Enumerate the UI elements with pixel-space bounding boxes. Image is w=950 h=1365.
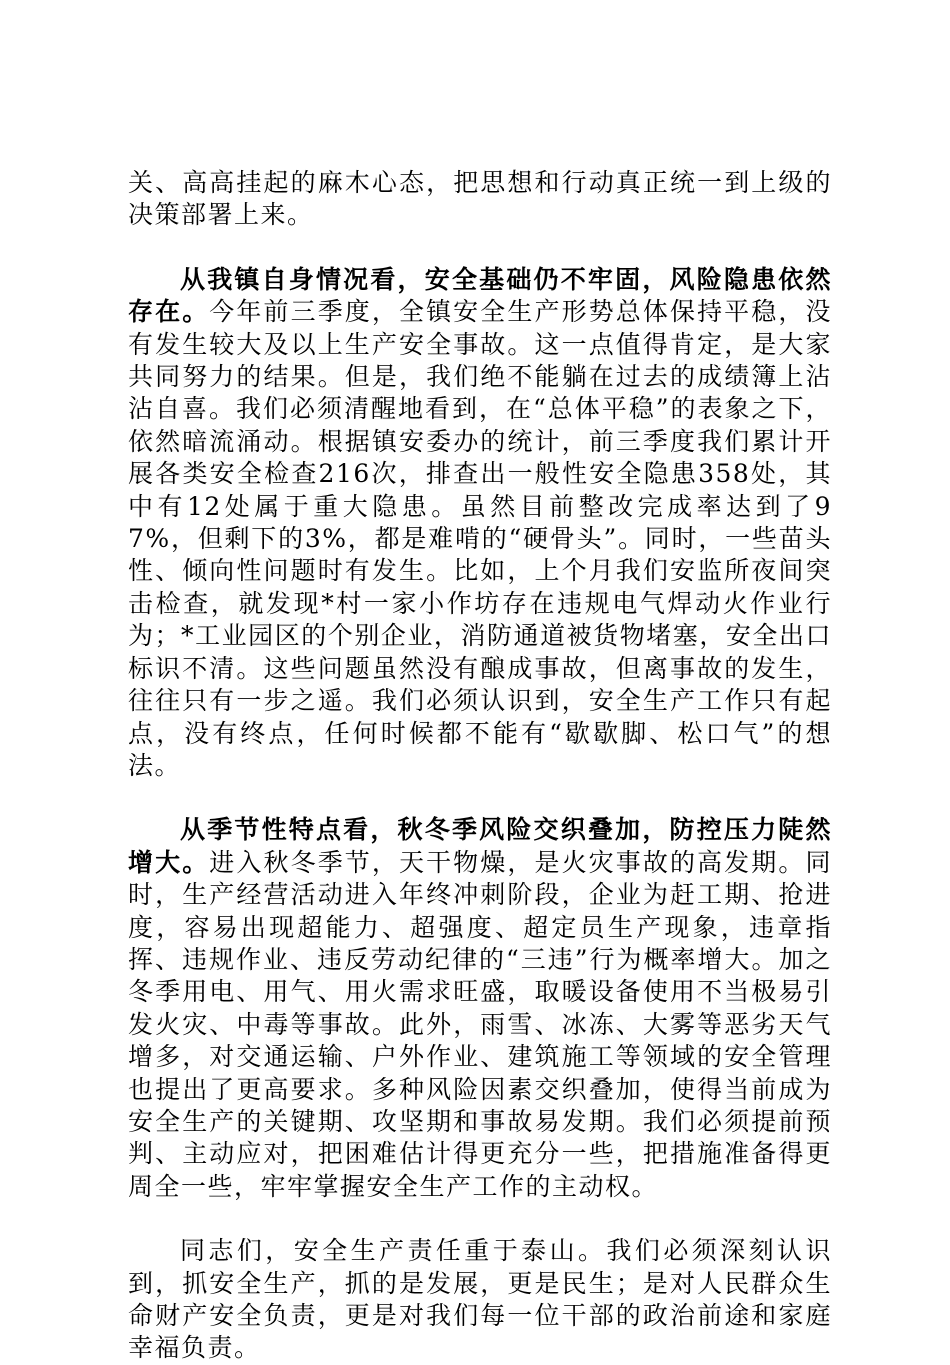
paragraph-text: 同志们，安全生产责任重于泰山。我们必须深刻认识到，抓安全生产，抓的是发展，更是民生；是对人民群众生命财产安全负责，更是对我们每一位干部的政治前途和家庭幸福负责。 [128, 1236, 832, 1363]
paragraph-town-situation [128, 264, 832, 783]
paragraph-lead-heading: 从季节性特点看，秋冬季风险交织叠加，防控压力陡然增大。 [128, 815, 832, 877]
paragraph-seasonal-risk [128, 814, 832, 1203]
paragraph-closing [128, 1235, 832, 1365]
paragraph-text: 今年前三季度，全镇安全生产形势总体保持平稳，没有发生较大及以上生产安全事故。这一点值得肯定，是大家共同努力的结果。但是，我们绝不能躺在过去的成绩簿上沾沾自喜。我们必须清醒地看到，在“总体平稳”的表象之下，依然暗流涌动。根据镇安委办的统计，前三季度我们累计开展各类安全检查216次，排查出一般性安全隐患358处，其中有12处属于重大隐患。虽然目前整改完成率达到了97%，但剩下的3%，都是难啃的“硬骨头”。同时，一些苗头性、倾向性问题时有发生。比如，上个月我们安监所夜间突击检查，就发现*村一家小作坊存在违规电气焊动火作业行为；*工业园区的个别企业，消防通道被货物堵塞，安全出口标识不清。这些问题虽然没有酿成事故，但离事故的发生，往往只有一步之遥。我们必须认识到，安全生产工作只有起点，没有终点，任何时候都不能有“歇歇脚、松口气”的想法。 [128, 297, 832, 780]
paragraph-text: 进入秋冬季节，天干物燥，是火灾事故的高发期。同时，生产经营活动进入年终冲刺阶段，企业为赶工期、抢进度，容易出现超能力、超强度、超定员生产现象，违章指挥、违规作业、违反劳动纪律的“三违”行为概率增大。加之冬季用电、用气、用火需求旺盛，取暖设备使用不当极易引发火灾、中毒等事故。此外，雨雪、冰冻、大雾等恶劣天气增多，对交通运输、户外作业、建筑施工等领域的安全管理也提出了更高要求。多种风险因素交织叠加，使得当前成为安全生产的关键期、攻坚期和事故易发期。我们必须提前预判、主动应对，把困难估计得更充分一些，把措施准备得更周全一些，牢牢掌握安全生产工作的主动权。 [128, 847, 832, 1201]
paragraph-continuation [128, 167, 832, 232]
paragraph-text: 关、高高挂起的麻木心态，把思想和行动真正统一到上级的决策部署上来。 [128, 168, 832, 230]
paragraph-lead-heading: 从我镇自身情况看，安全基础仍不牢固，风险隐患依然存在。 [128, 264, 832, 327]
